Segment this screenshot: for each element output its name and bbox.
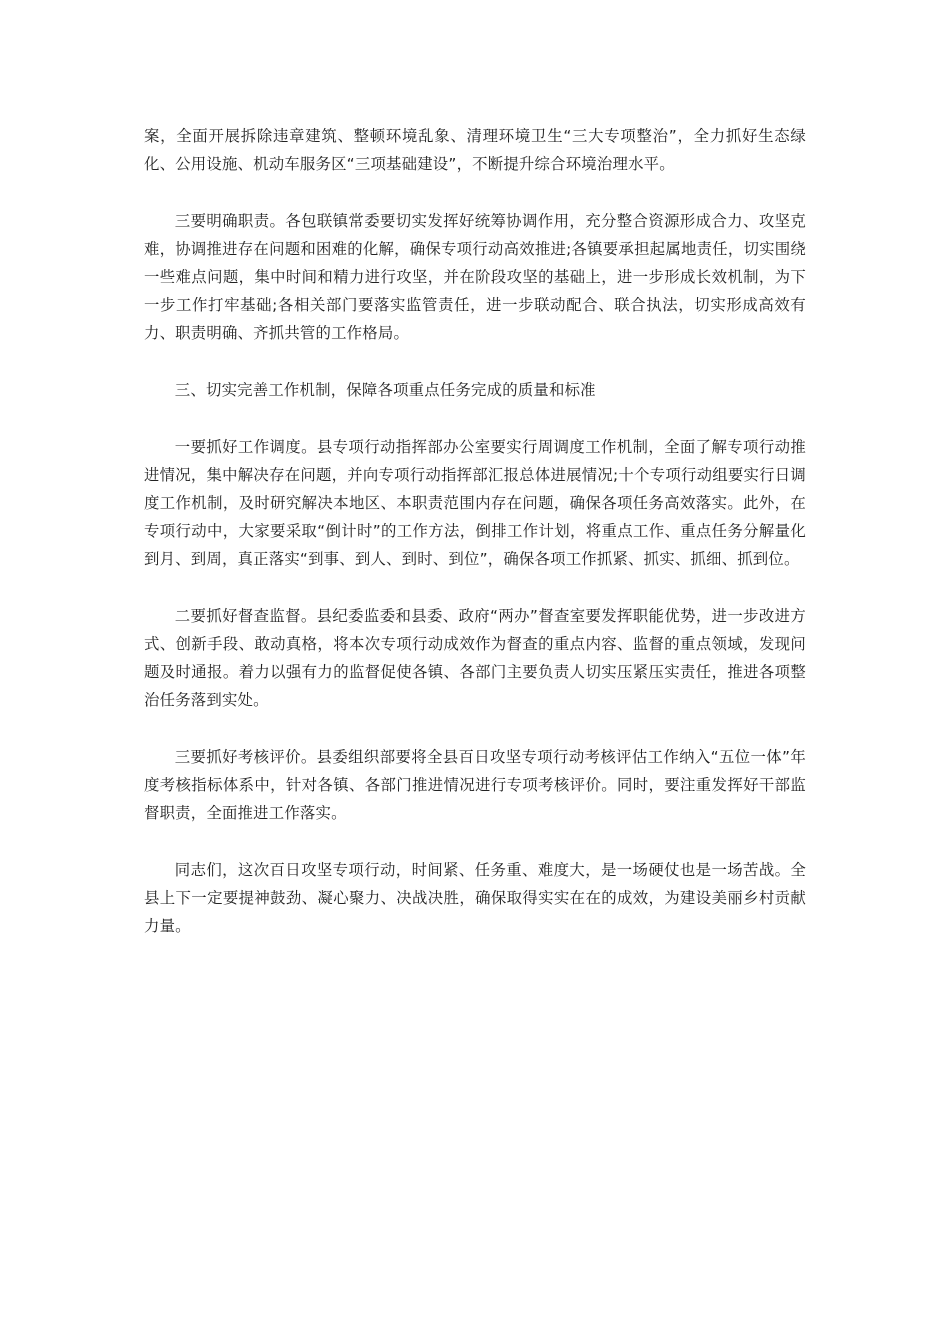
paragraph-clarify-duties: 三要明确职责。各包联镇常委要切实发挥好统筹协调作用，充分整合资源形成合力、攻坚克难，协调推进存在问题和困难的化解，确保专项行动高效推进;各镇要承担起属地责任，切实围绕一些难点问题，集中时间和精力进行攻坚，并在阶段攻坚的基础上，进一步形成长效机制，为下一步工作打牢基础;各相关部门要落实监管责任，进一步联动配合、联合执法，切实形成高效有力、职责明确、齐抓共管的工作格局。	[144, 212, 806, 342]
paragraph-work-scheduling: 一要抓好工作调度。县专项行动指挥部办公室要实行周调度工作机制，全面了解专项行动推进情况，集中解决存在问题，并向专项行动指挥部汇报总体进展情况;十个专项行动组要实行日调度工作机制，及时研究解决本地区、本职责范围内存在问题，确保各项任务高效落实。此外，在专项行动中，大家要采取“倒计时”的工作方法，倒排工作计划，将重点工作、重点任务分解量化到月、到周，真正落实“到事、到人、到时、到位”，确保各项工作抓紧、抓实、抓细、抓到位。	[144, 438, 806, 568]
document-page	[144, 122, 806, 969]
section-heading-three: 三、切实完善工作机制，保障各项重点任务完成的质量和标准	[174, 381, 596, 399]
paragraph-continuation: 案，全面开展拆除违章建筑、整顿环境乱象、清理环境卫生“三大专项整治”，全力抓好生态绿化、公用设施、机动车服务区“三项基础建设”，不断提升综合环境治理水平。	[144, 127, 806, 173]
paragraph-closing: 同志们，这次百日攻坚专项行动，时间紧、任务重、难度大，是一场硬仗也是一场苦战。全县上下一定要提神鼓劲、凝心聚力、决战决胜，确保取得实实在在的成效，为建设美丽乡村贡献力量。	[144, 861, 806, 935]
paragraph-supervision: 二要抓好督查监督。县纪委监委和县委、政府“两办”督查室要发挥职能优势，进一步改进方式、创新手段、敢动真格，将本次专项行动成效作为督查的重点内容、监督的重点领域，发现问题及时通报。着力以强有力的监督促使各镇、各部门主要负责人切实压紧压实责任，推进各项整治任务落到实处。	[144, 607, 806, 709]
paragraph-evaluation: 三要抓好考核评价。县委组织部要将全县百日攻坚专项行动考核评估工作纳入“五位一体”年度考核指标体系中，针对各镇、各部门推进情况进行专项考核评价。同时，要注重发挥好干部监督职责，全面推进工作落实。	[144, 748, 806, 822]
